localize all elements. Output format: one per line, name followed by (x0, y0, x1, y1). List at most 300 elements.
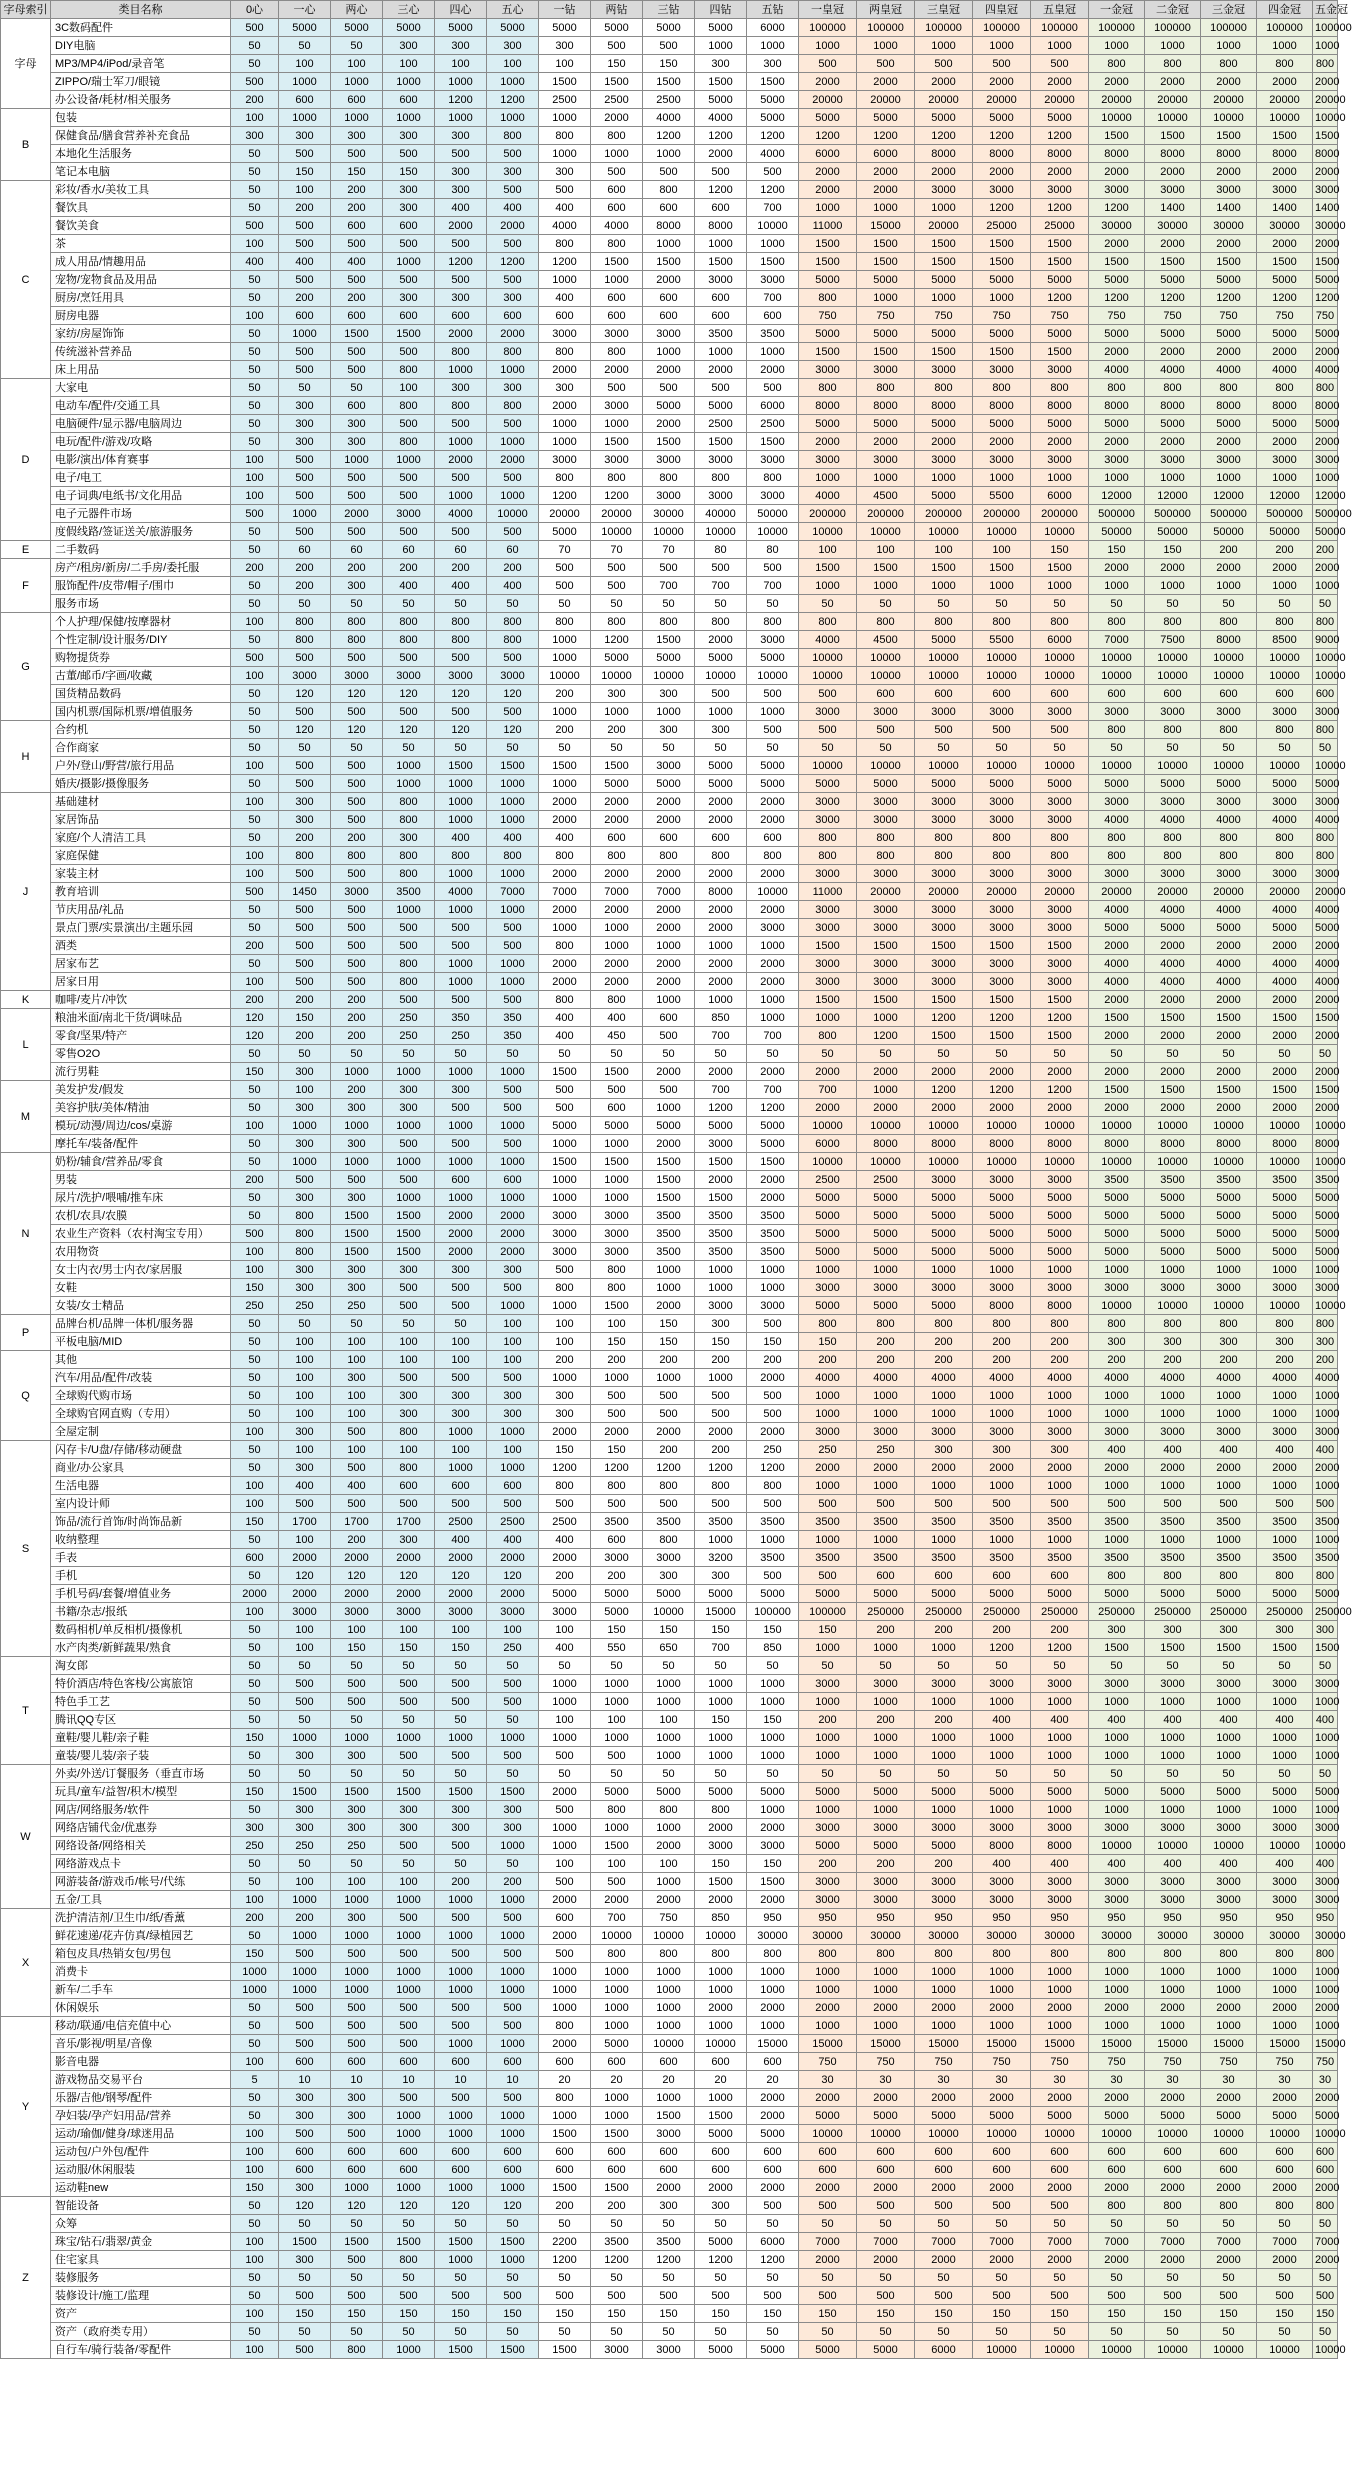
deposit-value-cell: 4000 (1089, 973, 1145, 991)
table-row (1, 1783, 1338, 1801)
deposit-value-cell: 1000 (383, 253, 435, 271)
deposit-value-cell: 800 (695, 1945, 747, 1963)
deposit-value-cell: 50 (331, 37, 383, 55)
deposit-value-cell: 600 (487, 2143, 539, 2161)
deposit-value-cell: 50 (487, 2269, 539, 2287)
deposit-value-cell: 1000 (1201, 1729, 1257, 1747)
deposit-value-cell: 600 (539, 2053, 591, 2071)
deposit-value-cell: 400 (1257, 1855, 1313, 1873)
deposit-value-cell: 5000 (695, 1783, 747, 1801)
deposit-value-cell: 500 (915, 55, 973, 73)
deposit-value-cell: 5000 (1257, 325, 1313, 343)
deposit-value-cell: 1000 (539, 1369, 591, 1387)
deposit-value-cell: 5000 (331, 19, 383, 37)
deposit-value-cell: 3000 (1089, 793, 1145, 811)
deposit-value-cell: 2000 (857, 163, 915, 181)
deposit-value-cell: 700 (591, 1909, 643, 1927)
deposit-value-cell: 4500 (857, 631, 915, 649)
category-name-cell: 农机/农具/农膜 (51, 1207, 231, 1225)
deposit-value-cell: 1200 (1031, 199, 1089, 217)
deposit-value-cell: 3000 (1313, 865, 1338, 883)
deposit-value-cell: 800 (487, 343, 539, 361)
deposit-value-cell: 4000 (1089, 811, 1145, 829)
table-row (1, 1909, 1338, 1927)
deposit-value-cell: 1000 (591, 1189, 643, 1207)
deposit-value-cell: 2000 (487, 451, 539, 469)
deposit-value-cell: 5000 (1313, 1243, 1338, 1261)
deposit-value-cell: 2000 (539, 811, 591, 829)
deposit-value-cell: 300 (279, 433, 331, 451)
table-row (1, 2161, 1338, 2179)
deposit-value-cell: 3000 (487, 1603, 539, 1621)
deposit-value-cell: 3000 (539, 1603, 591, 1621)
deposit-value-cell: 2000 (1031, 1459, 1089, 1477)
deposit-value-cell: 10000 (1089, 1153, 1145, 1171)
deposit-value-cell: 600 (435, 1477, 487, 1495)
deposit-value-cell: 100 (279, 55, 331, 73)
deposit-value-cell: 600 (279, 2143, 331, 2161)
deposit-value-cell: 1000 (799, 1801, 857, 1819)
deposit-value-cell: 5000 (695, 649, 747, 667)
deposit-value-cell: 3000 (915, 793, 973, 811)
deposit-value-cell: 600 (973, 2143, 1031, 2161)
deposit-value-cell: 200 (383, 559, 435, 577)
deposit-value-cell: 500 (695, 163, 747, 181)
deposit-value-cell: 10000 (915, 757, 973, 775)
deposit-value-cell: 200 (591, 721, 643, 739)
deposit-value-cell: 1000 (591, 703, 643, 721)
deposit-value-cell: 300 (643, 1567, 695, 1585)
deposit-value-cell: 300 (435, 379, 487, 397)
deposit-value-cell: 5000 (643, 1585, 695, 1603)
deposit-value-cell: 300 (279, 1063, 331, 1081)
deposit-value-cell: 3000 (1089, 1279, 1145, 1297)
deposit-value-cell: 4000 (1313, 811, 1338, 829)
deposit-value-cell: 1500 (747, 1873, 799, 1891)
deposit-value-cell: 3000 (799, 361, 857, 379)
deposit-value-cell: 1000 (857, 1693, 915, 1711)
deposit-value-cell: 500 (1313, 2287, 1338, 2305)
deposit-value-cell: 1000 (695, 937, 747, 955)
deposit-value-cell: 20000 (915, 217, 973, 235)
table-row (1, 199, 1338, 217)
deposit-value-cell: 1500 (1031, 235, 1089, 253)
deposit-value-cell: 5000 (1031, 1585, 1089, 1603)
deposit-value-cell: 500 (487, 469, 539, 487)
deposit-value-cell: 10000 (1201, 1117, 1257, 1135)
deposit-value-cell: 300 (435, 1081, 487, 1099)
deposit-value-cell: 100 (435, 1621, 487, 1639)
deposit-value-cell: 4000 (1257, 973, 1313, 991)
deposit-value-cell: 12000 (1145, 487, 1201, 505)
table-row (1, 91, 1338, 109)
deposit-value-cell: 8000 (857, 397, 915, 415)
deposit-value-cell: 800 (539, 847, 591, 865)
deposit-value-cell: 1000 (487, 487, 539, 505)
table-row (1, 451, 1338, 469)
deposit-value-cell: 600 (747, 2161, 799, 2179)
deposit-value-cell: 3500 (695, 1207, 747, 1225)
deposit-value-cell: 50 (1031, 2269, 1089, 2287)
deposit-value-cell: 800 (799, 613, 857, 631)
deposit-value-cell: 800 (695, 847, 747, 865)
deposit-value-cell: 1500 (747, 1153, 799, 1171)
table-row (1, 1027, 1338, 1045)
deposit-value-cell: 4000 (1145, 811, 1201, 829)
deposit-value-cell: 20000 (915, 91, 973, 109)
deposit-value-cell: 500 (383, 523, 435, 541)
deposit-value-cell: 800 (1201, 55, 1257, 73)
deposit-value-cell: 1000 (857, 199, 915, 217)
deposit-value-cell: 1000 (435, 109, 487, 127)
deposit-value-cell: 1000 (1257, 1981, 1313, 1999)
deposit-value-cell: 50 (695, 739, 747, 757)
deposit-value-cell: 500 (383, 1837, 435, 1855)
deposit-value-cell: 300 (487, 163, 539, 181)
deposit-value-cell: 800 (799, 829, 857, 847)
deposit-value-cell: 3000 (1257, 865, 1313, 883)
deposit-value-cell: 3000 (331, 667, 383, 685)
deposit-value-cell: 5000 (973, 1243, 1031, 1261)
deposit-value-cell: 2000 (973, 163, 1031, 181)
deposit-value-cell: 10000 (643, 1603, 695, 1621)
deposit-value-cell: 50 (231, 415, 279, 433)
deposit-value-cell: 5000 (1313, 325, 1338, 343)
deposit-value-cell: 1000 (487, 1297, 539, 1315)
deposit-value-cell: 2000 (799, 2179, 857, 2197)
deposit-value-cell: 750 (1145, 307, 1201, 325)
deposit-value-cell: 300 (435, 1405, 487, 1423)
deposit-value-cell: 1500 (1313, 1009, 1338, 1027)
deposit-value-cell: 300 (331, 1189, 383, 1207)
deposit-value-cell: 3000 (857, 1891, 915, 1909)
deposit-value-cell: 7000 (1089, 631, 1145, 649)
deposit-value-cell: 1000 (279, 1729, 331, 1747)
deposit-value-cell: 4000 (1089, 955, 1145, 973)
deposit-value-cell: 3500 (799, 1549, 857, 1567)
category-name-cell: 手机 (51, 1567, 231, 1585)
deposit-value-cell: 1500 (1201, 1081, 1257, 1099)
deposit-value-cell: 750 (1031, 307, 1089, 325)
deposit-value-cell: 800 (973, 1945, 1031, 1963)
deposit-value-cell: 800 (1089, 1567, 1145, 1585)
table-row (1, 1999, 1338, 2017)
deposit-value-cell: 3000 (799, 901, 857, 919)
category-name-cell: 运动包/户外包/配件 (51, 2143, 231, 2161)
deposit-value-cell: 100 (539, 1315, 591, 1333)
deposit-value-cell: 3000 (915, 1819, 973, 1837)
deposit-value-cell: 2500 (487, 1513, 539, 1531)
deposit-value-cell: 1500 (857, 937, 915, 955)
deposit-value-cell: 700 (747, 1027, 799, 1045)
deposit-value-cell: 15000 (1313, 2035, 1338, 2053)
deposit-value-cell: 500 (383, 703, 435, 721)
deposit-value-cell: 50 (435, 739, 487, 757)
deposit-value-cell: 2000 (435, 325, 487, 343)
deposit-value-cell: 50 (331, 1657, 383, 1675)
deposit-value-cell: 3500 (695, 1513, 747, 1531)
deposit-value-cell: 2000 (1031, 2089, 1089, 2107)
deposit-value-cell: 2500 (857, 1171, 915, 1189)
deposit-value-cell: 100 (231, 1423, 279, 1441)
deposit-value-cell: 10000 (1089, 2125, 1145, 2143)
deposit-value-cell: 50 (487, 595, 539, 613)
deposit-value-cell: 600 (695, 2161, 747, 2179)
deposit-value-cell: 800 (857, 847, 915, 865)
deposit-value-cell: 50 (231, 1207, 279, 1225)
deposit-value-cell: 50 (487, 1711, 539, 1729)
deposit-value-cell: 200 (331, 1081, 383, 1099)
deposit-value-cell: 400 (487, 1531, 539, 1549)
deposit-value-cell: 3000 (695, 451, 747, 469)
deposit-value-cell: 100 (231, 667, 279, 685)
deposit-value-cell: 500 (915, 2197, 973, 2215)
deposit-value-cell: 1500 (539, 757, 591, 775)
deposit-value-cell: 2000 (915, 2089, 973, 2107)
deposit-value-cell: 4000 (1201, 955, 1257, 973)
deposit-value-cell: 100 (279, 1441, 331, 1459)
deposit-value-cell: 2000 (487, 1225, 539, 1243)
table-row (1, 1729, 1338, 1747)
deposit-value-cell: 800 (279, 1225, 331, 1243)
deposit-value-cell: 3500 (747, 1225, 799, 1243)
deposit-value-cell: 3500 (643, 1513, 695, 1531)
deposit-value-cell: 1000 (915, 577, 973, 595)
deposit-value-cell: 1700 (279, 1513, 331, 1531)
deposit-value-cell: 5000 (1145, 325, 1201, 343)
deposit-value-cell: 1000 (747, 1693, 799, 1711)
deposit-value-cell: 1500 (331, 1243, 383, 1261)
deposit-value-cell: 8000 (857, 1135, 915, 1153)
deposit-value-cell: 500 (747, 1567, 799, 1585)
deposit-value-cell: 100 (331, 1621, 383, 1639)
deposit-value-cell: 3000 (857, 703, 915, 721)
deposit-value-cell: 1000 (747, 2017, 799, 2035)
deposit-value-cell: 1500 (1145, 1081, 1201, 1099)
deposit-value-cell: 800 (1145, 2197, 1201, 2215)
deposit-value-cell: 1000 (643, 991, 695, 1009)
deposit-value-cell: 50 (231, 901, 279, 919)
deposit-value-cell: 1500 (331, 1783, 383, 1801)
deposit-value-cell: 1000 (1145, 1729, 1201, 1747)
deposit-value-cell: 800 (1313, 1315, 1338, 1333)
deposit-value-cell: 3000 (857, 451, 915, 469)
deposit-value-cell: 300 (331, 1261, 383, 1279)
deposit-value-cell: 3000 (643, 487, 695, 505)
deposit-value-cell: 600 (915, 1567, 973, 1585)
deposit-value-cell: 200 (1313, 1351, 1338, 1369)
deposit-value-cell: 2000 (643, 901, 695, 919)
deposit-value-cell: 500 (747, 559, 799, 577)
category-name-cell: 合约机 (51, 721, 231, 739)
deposit-value-cell: 150 (435, 1639, 487, 1657)
deposit-value-cell: 2000 (857, 2089, 915, 2107)
deposit-value-cell: 50 (973, 739, 1031, 757)
deposit-value-cell: 5000 (747, 649, 799, 667)
deposit-value-cell: 1000 (435, 1891, 487, 1909)
deposit-value-cell: 1000 (643, 145, 695, 163)
deposit-value-cell: 250 (857, 1441, 915, 1459)
deposit-value-cell: 1000 (591, 919, 643, 937)
category-name-cell: 电脑硬件/显示器/电脑周边 (51, 415, 231, 433)
deposit-value-cell: 3000 (1031, 1171, 1089, 1189)
deposit-value-cell: 2000 (1031, 2251, 1089, 2269)
category-name-cell: 孕妇装/孕产妇用品/营养 (51, 2107, 231, 2125)
deposit-value-cell: 500 (383, 2035, 435, 2053)
deposit-value-cell: 2000 (1201, 235, 1257, 253)
deposit-value-cell: 1000 (1313, 1693, 1338, 1711)
deposit-value-cell: 3000 (591, 1225, 643, 1243)
deposit-value-cell: 600 (539, 2161, 591, 2179)
deposit-value-cell: 1000 (915, 1729, 973, 1747)
deposit-value-cell: 10000 (857, 2125, 915, 2143)
deposit-value-cell: 300 (279, 2179, 331, 2197)
deposit-value-cell: 2000 (1257, 1027, 1313, 1045)
deposit-value-cell: 500 (591, 379, 643, 397)
deposit-value-cell: 300 (973, 1441, 1031, 1459)
deposit-value-cell: 50 (1313, 2215, 1338, 2233)
deposit-value-cell: 2000 (695, 955, 747, 973)
deposit-value-cell: 100 (973, 541, 1031, 559)
deposit-value-cell: 1000 (915, 1801, 973, 1819)
deposit-value-cell: 500 (279, 2125, 331, 2143)
deposit-value-cell: 600 (591, 2053, 643, 2071)
deposit-value-cell: 200 (591, 1567, 643, 1585)
deposit-value-cell: 50 (857, 1045, 915, 1063)
deposit-value-cell: 800 (1257, 1945, 1313, 1963)
deposit-value-cell: 1000 (1145, 1693, 1201, 1711)
deposit-value-cell: 20000 (1313, 883, 1338, 901)
deposit-value-cell: 30000 (1089, 217, 1145, 235)
deposit-value-cell: 1000 (857, 1639, 915, 1657)
deposit-value-cell: 2000 (1313, 559, 1338, 577)
category-name-cell: 女鞋 (51, 1279, 231, 1297)
deposit-value-cell: 2000 (747, 2107, 799, 2125)
table-row (1, 19, 1338, 37)
deposit-value-cell: 800 (643, 1801, 695, 1819)
deposit-value-cell: 500 (383, 919, 435, 937)
deposit-value-cell: 150 (231, 1513, 279, 1531)
deposit-value-cell: 5000 (1031, 1207, 1089, 1225)
table-row (1, 811, 1338, 829)
deposit-value-cell: 500 (747, 1387, 799, 1405)
category-name-cell: 童装/婴儿装/亲子装 (51, 1747, 231, 1765)
deposit-value-cell: 50 (591, 1765, 643, 1783)
deposit-value-cell: 500 (591, 559, 643, 577)
deposit-value-cell: 50 (435, 2269, 487, 2287)
deposit-value-cell: 500 (331, 919, 383, 937)
deposit-value-cell: 10000 (1031, 757, 1089, 775)
category-name-cell: 本地化生活服务 (51, 145, 231, 163)
deposit-value-cell: 600 (383, 1477, 435, 1495)
deposit-value-cell: 1500 (591, 433, 643, 451)
deposit-value-cell: 800 (1089, 829, 1145, 847)
deposit-value-cell: 500 (487, 1675, 539, 1693)
deposit-value-cell: 2000 (591, 109, 643, 127)
deposit-value-cell: 50 (799, 1045, 857, 1063)
category-name-cell: 古董/邮币/字画/收藏 (51, 667, 231, 685)
deposit-value-cell: 500 (799, 1567, 857, 1585)
deposit-value-cell: 2000 (643, 2179, 695, 2197)
deposit-value-cell: 800 (539, 1477, 591, 1495)
deposit-value-cell: 1500 (539, 1063, 591, 1081)
category-name-cell: 运动服/休闲服装 (51, 2161, 231, 2179)
category-name-cell: 外卖/外送/订餐服务（垂直市场 (51, 1765, 231, 1783)
deposit-value-cell: 2000 (643, 271, 695, 289)
deposit-value-cell: 50 (1031, 2215, 1089, 2233)
deposit-value-cell: 1500 (331, 325, 383, 343)
deposit-value-cell: 50 (1145, 2269, 1201, 2287)
deposit-value-cell: 200 (279, 577, 331, 595)
deposit-value-cell: 1000 (435, 811, 487, 829)
deposit-value-cell: 5000 (1089, 415, 1145, 433)
deposit-value-cell: 3000 (973, 1873, 1031, 1891)
table-row (1, 325, 1338, 343)
deposit-value-cell: 12000 (1201, 487, 1257, 505)
category-name-cell: 商业/办公家具 (51, 1459, 231, 1477)
deposit-value-cell: 1000 (747, 1963, 799, 1981)
deposit-value-cell: 5000 (799, 1585, 857, 1603)
deposit-value-cell: 800 (1201, 847, 1257, 865)
deposit-value-cell: 2000 (643, 919, 695, 937)
deposit-value-cell: 3000 (1201, 793, 1257, 811)
deposit-value-cell: 4000 (1201, 1369, 1257, 1387)
deposit-value-cell: 150 (695, 1333, 747, 1351)
deposit-value-cell: 1000 (487, 955, 539, 973)
deposit-value-cell: 3000 (915, 703, 973, 721)
deposit-value-cell: 1000 (383, 775, 435, 793)
deposit-value-cell: 50 (1145, 2323, 1201, 2341)
deposit-value-cell: 10000 (643, 667, 695, 685)
table-row (1, 235, 1338, 253)
deposit-value-cell: 2000 (1089, 343, 1145, 361)
deposit-value-cell: 600 (487, 307, 539, 325)
table-row (1, 685, 1338, 703)
deposit-value-cell: 500 (435, 271, 487, 289)
table-row (1, 1045, 1338, 1063)
deposit-value-cell: 3000 (1145, 1819, 1201, 1837)
deposit-value-cell: 500 (1031, 721, 1089, 739)
deposit-value-cell: 500 (487, 181, 539, 199)
deposit-value-cell: 1000 (435, 1117, 487, 1135)
deposit-value-cell: 950 (1201, 1909, 1257, 1927)
deposit-value-cell: 350 (435, 1009, 487, 1027)
deposit-value-cell: 500 (591, 163, 643, 181)
table-row (1, 1963, 1338, 1981)
deposit-value-cell: 200 (539, 1567, 591, 1585)
deposit-value-cell: 500 (539, 559, 591, 577)
deposit-value-cell: 3000 (799, 1873, 857, 1891)
deposit-value-cell: 1000 (857, 1981, 915, 1999)
deposit-value-cell: 500 (331, 775, 383, 793)
deposit-value-cell: 1500 (539, 1153, 591, 1171)
deposit-value-cell: 600 (643, 1009, 695, 1027)
deposit-value-cell: 800 (799, 1945, 857, 1963)
deposit-value-cell: 1000 (331, 1891, 383, 1909)
deposit-value-cell: 1000 (1201, 1531, 1257, 1549)
deposit-value-cell: 20000 (1089, 91, 1145, 109)
deposit-value-cell: 1000 (695, 1261, 747, 1279)
deposit-value-cell: 5000 (799, 415, 857, 433)
deposit-value-cell: 50 (331, 1315, 383, 1333)
deposit-value-cell: 3000 (591, 1549, 643, 1567)
deposit-value-cell: 500000 (1313, 505, 1338, 523)
category-name-cell: 数码相机/单反相机/摄像机 (51, 1621, 231, 1639)
deposit-value-cell: 800 (799, 1315, 857, 1333)
deposit-value-cell: 1000 (1089, 1693, 1145, 1711)
table-row (1, 2053, 1338, 2071)
deposit-value-cell: 1000 (383, 1981, 435, 1999)
